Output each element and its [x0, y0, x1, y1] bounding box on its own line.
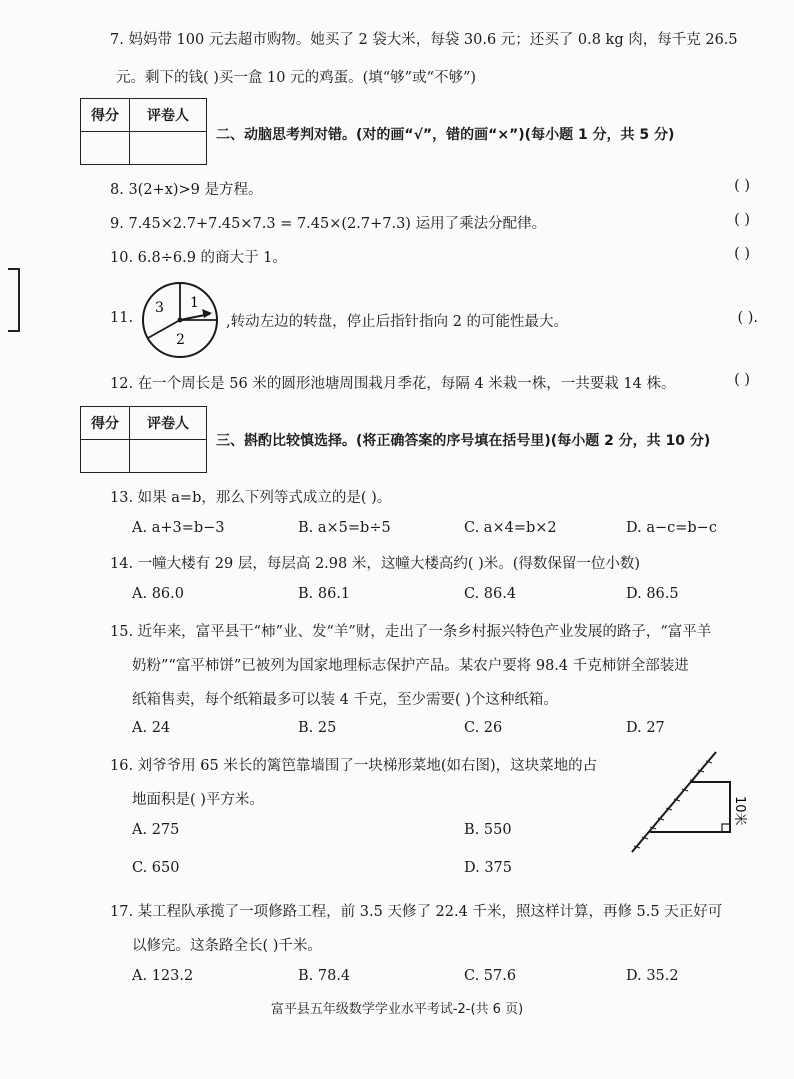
question-15-line1: 15. 近年来，富平县干“柿”业、发“羊”财，走出了一条乡村振兴特色产业发展的路子，“富平羊: [110, 624, 712, 640]
section3-title: 三、斟酌比较慎选择。(将正确答案的序号填在括号里)(每小题 2 分，共 10 分): [216, 433, 711, 449]
binding-mark: [18, 268, 20, 332]
q16-option-a[interactable]: A. 275: [132, 822, 180, 838]
grader-cell[interactable]: [130, 440, 207, 473]
q17-option-c[interactable]: C. 57.6: [464, 968, 517, 984]
q16-option-b[interactable]: B. 550: [464, 822, 512, 838]
q16-option-d[interactable]: D. 375: [464, 860, 513, 876]
q13-option-d[interactable]: D. a−c=b−c: [626, 520, 717, 536]
question-8: 8. 3(2+x)>9 是方程。: [110, 182, 263, 198]
question-11: ,转动左边的转盘，停止后指针指向 2 的可能性最大。: [226, 314, 569, 330]
q17-option-d[interactable]: D. 35.2: [626, 968, 679, 984]
q17-option-b[interactable]: B. 78.4: [298, 968, 351, 984]
question-10: 10. 6.8÷6.9 的商大于 1。: [110, 250, 287, 266]
q14-option-d[interactable]: D. 86.5: [626, 586, 679, 602]
score-box-section2: [80, 98, 207, 165]
q13-option-c[interactable]: C. a×4=b×2: [464, 520, 557, 536]
spinner-label-1: 1: [190, 295, 199, 311]
spinner-figure: [140, 280, 222, 362]
q14-option-b[interactable]: B. 86.1: [298, 586, 351, 602]
question-12: 12. 在一个周长是 56 米的圆形池塘周围栽月季花，每隔 4 米栽一株，一共要栽 14 株。: [110, 376, 676, 392]
question-13: 13. 如果 a=b，那么下列等式成立的是( )。: [110, 490, 392, 506]
question-17-line2: 以修完。这条路全长( )千米。: [132, 938, 322, 954]
question-15-line3: 纸箱售卖，每个纸箱最多可以装 4 千克，至少需要( )个这种纸箱。: [132, 692, 558, 708]
q15-option-d[interactable]: D. 27: [626, 720, 665, 736]
grader-label: 评卷人: [130, 407, 207, 440]
question-7-line1: 7. 妈妈带 100 元去超市购物。她买了 2 袋大米，每袋 30.6 元；还买了 0.8 kg 肉，每千克 26.5: [110, 32, 738, 48]
question-14: 14. 一幢大楼有 29 层，每层高 2.98 米，这幢大楼高约( )米。(得数保留一位小数): [110, 556, 641, 572]
score-cell[interactable]: [81, 440, 130, 473]
question-16-line2: 地面积是( )平方米。: [132, 792, 264, 808]
score-label: 得分: [81, 407, 130, 440]
q17-option-a[interactable]: A. 123.2: [132, 968, 194, 984]
section2-title: 二、动脑思考判对错。(对的画“√”，错的画“×”)(每小题 1 分，共 5 分): [216, 127, 675, 143]
binding-mark: [8, 330, 18, 332]
height-label: 10米: [732, 796, 747, 826]
score-label: 得分: [81, 99, 130, 132]
trapezoid-garden-figure: [626, 748, 766, 860]
spinner-label-3: 3: [155, 300, 164, 316]
page-footer: 富平县五年级数学学业水平考试-2-(共 6 页): [270, 1002, 524, 1017]
q16-option-c[interactable]: C. 650: [132, 860, 180, 876]
question-17-line1: 17. 某工程队承揽了一项修路工程，前 3.5 天修了 22.4 千米，照这样计算，再修 5.5 天正好可: [110, 904, 723, 920]
q15-option-b[interactable]: B. 25: [298, 720, 337, 736]
q15-option-c[interactable]: C. 26: [464, 720, 503, 736]
question-11-number: 11.: [110, 310, 134, 326]
q13-option-b[interactable]: B. a×5=b÷5: [298, 520, 391, 536]
question-16-line1: 16. 刘爷爷用 65 米长的篱笆靠墙围了一块梯形菜地(如右图)，这块菜地的占: [110, 758, 598, 774]
q14-option-a[interactable]: A. 86.0: [132, 586, 184, 602]
question-15-line2: 奶粉”“富平柿饼”已被列为国家地理标志保护产品。某农户要将 98.4 千克柿饼全部装进: [132, 658, 689, 674]
question-7-line2: 元。剩下的钱( )买一盒 10 元的鸡蛋。(填“够”或“不够”): [116, 70, 477, 86]
answer-blank-10[interactable]: ( ): [734, 246, 750, 262]
answer-blank-9[interactable]: ( ): [734, 212, 750, 228]
answer-blank-12[interactable]: ( ): [734, 372, 750, 388]
q15-option-a[interactable]: A. 24: [132, 720, 171, 736]
question-9: 9. 7.45×2.7+7.45×7.3 = 7.45×(2.7+7.3) 运用了乘法分配律。: [110, 216, 547, 232]
score-cell[interactable]: [81, 132, 130, 165]
q14-option-c[interactable]: C. 86.4: [464, 586, 517, 602]
score-box-section3: [80, 406, 207, 473]
q13-option-a[interactable]: A. a+3=b−3: [132, 520, 225, 536]
grader-label: 评卷人: [130, 99, 207, 132]
answer-blank-11[interactable]: ( ).: [737, 310, 758, 326]
binding-mark: [8, 268, 18, 270]
spinner-label-2: 2: [176, 332, 185, 348]
answer-blank-8[interactable]: ( ): [734, 178, 750, 194]
grader-cell[interactable]: [130, 132, 207, 165]
